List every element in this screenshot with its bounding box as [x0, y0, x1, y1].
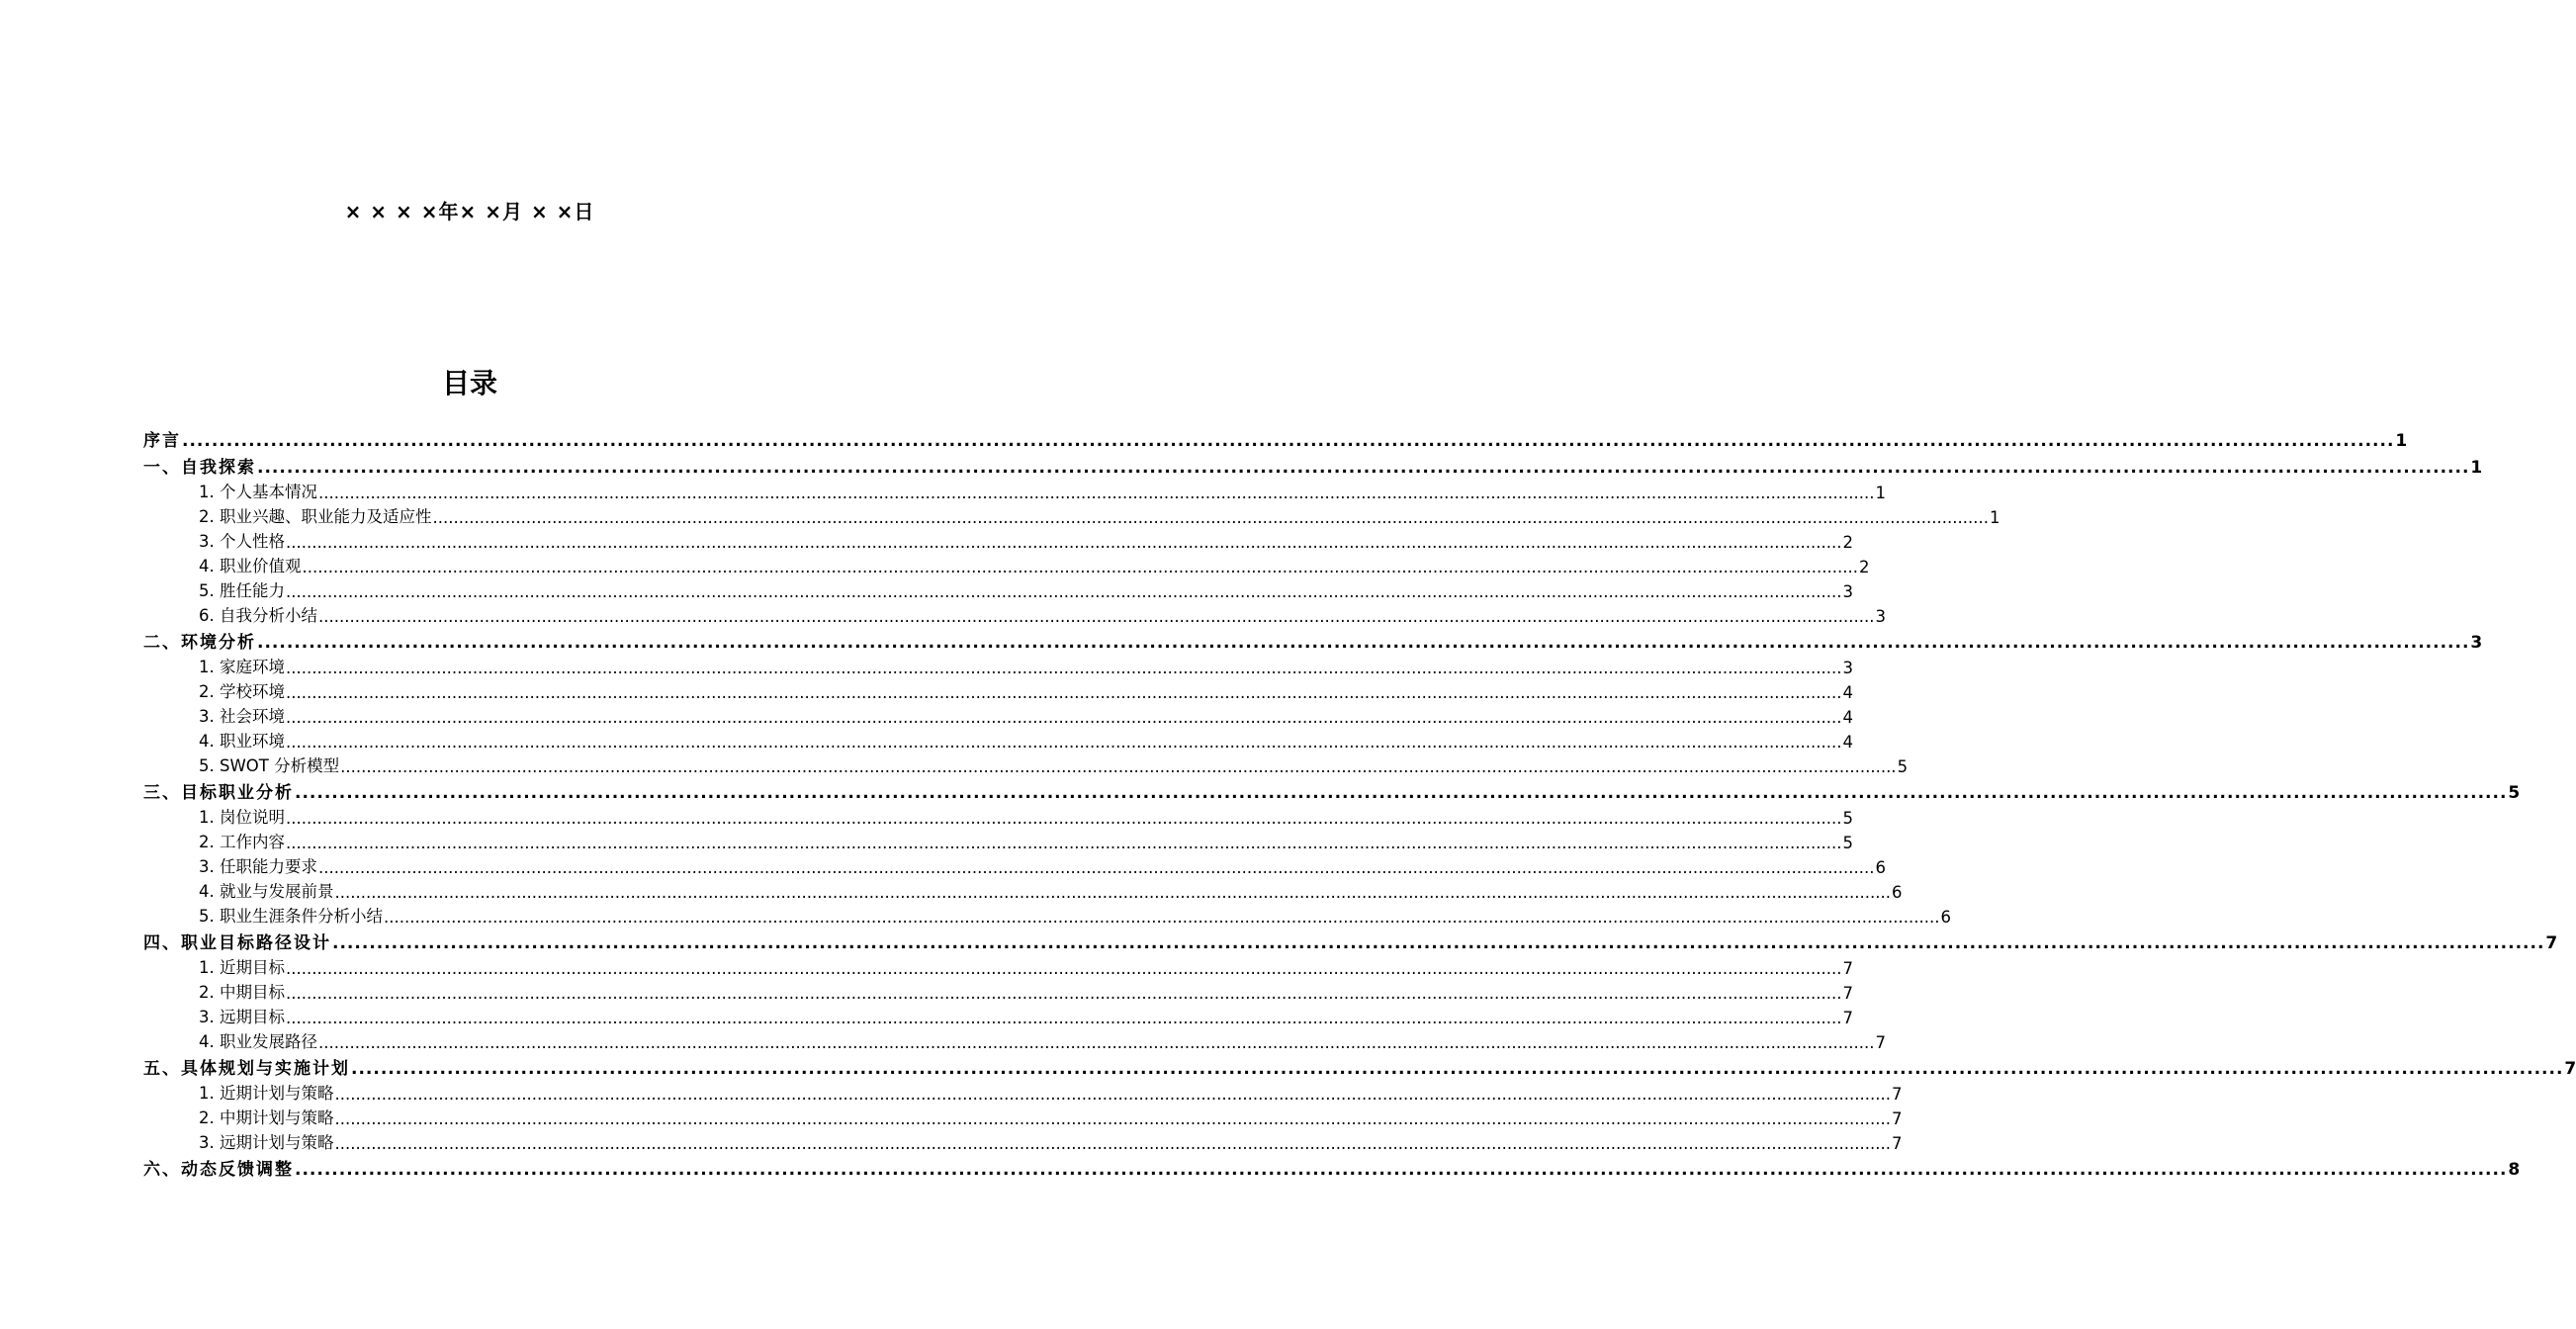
- dot-leader: ............................................................................................................................................................................................................................................................................................................: [286, 809, 1842, 828]
- dot-leader: ............................................................................................................................................................................................................................................................................................................: [295, 1160, 2508, 1180]
- toc-entry-page: 5: [1842, 809, 1853, 828]
- toc-entry-page: 1: [2470, 458, 2483, 478]
- toc-entry-page: 5: [2508, 783, 2521, 803]
- toc-entry-subsection[interactable]: [143, 677, 1853, 702]
- toc-entry-subsection[interactable]: [143, 752, 1909, 776]
- toc-entry-subsection[interactable]: [143, 877, 1903, 902]
- dot-leader: ............................................................................................................................................................................................................................................................................................................: [286, 733, 1842, 752]
- dot-leader: ............................................................................................................................................................................................................................................................................................................: [334, 1085, 1891, 1104]
- toc-entry-subsection[interactable]: [143, 852, 1886, 877]
- toc-entry-label: 1. 岗位说明: [199, 808, 285, 827]
- toc-entry-page: 5: [1842, 834, 1853, 852]
- toc-entry-label: 2. 学校环境: [199, 682, 285, 701]
- toc-entry-label: 3. 社会环境: [199, 707, 285, 726]
- toc-entry-label: 3. 个人性格: [199, 532, 285, 551]
- toc-entry-label: 6. 自我分析小结: [199, 606, 317, 625]
- toc-entry-page: 4: [1842, 708, 1853, 727]
- toc-entry-label: 1. 近期目标: [199, 958, 285, 977]
- toc-entry-label: 3. 任职能力要求: [199, 857, 317, 876]
- toc-entry-subsection[interactable]: [143, 576, 1853, 601]
- toc-entry-page: 7: [1891, 1085, 1903, 1104]
- dot-leader: ............................................................................................................................................................................................................................................................................................................: [384, 908, 1940, 927]
- dot-leader: ............................................................................................................................................................................................................................................................................................................: [351, 1059, 2564, 1079]
- toc-entry-label: 4. 职业价值观: [199, 557, 302, 576]
- dot-leader: ............................................................................................................................................................................................................................................................................................................: [334, 1109, 1891, 1128]
- toc-entry-label: 2. 中期计划与策略: [199, 1108, 334, 1127]
- dot-leader: ............................................................................................................................................................................................................................................................................................................: [286, 582, 1842, 601]
- dot-leader: ............................................................................................................................................................................................................................................................................................................: [340, 757, 1897, 776]
- toc-entry-subsection[interactable]: [143, 1079, 1903, 1104]
- toc-entry-label: 1. 个人基本情况: [199, 483, 317, 501]
- toc-entry-label: 4. 职业发展路径: [199, 1032, 317, 1051]
- toc-entry-label: 5. 胜任能力: [199, 581, 285, 600]
- toc-entry-page: 3: [2470, 633, 2483, 653]
- toc-entry-subsection[interactable]: [143, 803, 1853, 828]
- dot-leader: ............................................................................................................................................................................................................................................................................................................: [286, 984, 1842, 1003]
- dot-leader: ............................................................................................................................................................................................................................................................................................................: [318, 607, 1875, 626]
- toc-entry-page: 4: [1842, 683, 1853, 702]
- toc-entry-page: 5: [1897, 757, 1909, 776]
- toc-entry-subsection[interactable]: [143, 902, 1951, 927]
- toc-entry-label: 1. 家庭环境: [199, 658, 285, 676]
- toc-entry-label: 一、自我探索: [143, 458, 256, 478]
- toc-entry-page: 7: [2564, 1059, 2576, 1079]
- toc-entry-subsection[interactable]: [143, 978, 1853, 1003]
- dot-leader: ............................................................................................................................................................................................................................................................................................................: [286, 959, 1842, 978]
- toc-entry-subsection[interactable]: [143, 1027, 1886, 1052]
- toc-entry-subsection[interactable]: [143, 828, 1853, 852]
- toc-entry-label: 4. 职业环境: [199, 732, 285, 751]
- toc-entry-page: 3: [1875, 607, 1886, 626]
- toc-entry-label: 四、职业目标路径设计: [143, 933, 331, 953]
- toc-entry-label: 2. 中期目标: [199, 983, 285, 1002]
- dot-leader: ............................................................................................................................................................................................................................................................................................................: [295, 783, 2508, 803]
- toc-entry-subsection[interactable]: [143, 1104, 1903, 1128]
- toc-entry-subsection[interactable]: [143, 527, 1853, 552]
- toc-entry-page: 1: [2395, 431, 2408, 451]
- toc-entry-page: 6: [1940, 908, 1951, 927]
- dot-leader: ............................................................................................................................................................................................................................................................................................................: [286, 834, 1842, 852]
- toc-entry-page: 1: [1875, 484, 1886, 502]
- toc-entry-label: 3. 远期目标: [199, 1008, 285, 1026]
- dot-leader: ............................................................................................................................................................................................................................................................................................................: [286, 1009, 1842, 1027]
- dot-leader: ............................................................................................................................................................................................................................................................................................................: [318, 858, 1875, 877]
- dot-leader: ............................................................................................................................................................................................................................................................................................................: [432, 508, 1989, 527]
- toc-entry-label: 二、环境分析: [143, 633, 256, 653]
- dot-leader: ............................................................................................................................................................................................................................................................................................................: [302, 558, 1858, 576]
- toc-entry-subsection[interactable]: [143, 953, 1853, 978]
- toc-entry-subsection[interactable]: [143, 601, 1886, 626]
- dot-leader: ............................................................................................................................................................................................................................................................................................................: [257, 458, 2470, 478]
- toc-entry-page: 3: [1842, 582, 1853, 601]
- toc-entry-page: 6: [1875, 858, 1886, 877]
- dot-leader: ............................................................................................................................................................................................................................................................................................................: [334, 1134, 1891, 1153]
- table-of-contents: [143, 423, 2576, 1180]
- toc-entry-section-1[interactable]: [143, 451, 2483, 478]
- dot-leader: ............................................................................................................................................................................................................................................................................................................: [286, 659, 1842, 677]
- toc-entry-label: 三、目标职业分析: [143, 783, 294, 803]
- toc-entry-page: 7: [1842, 959, 1853, 978]
- toc-entry-subsection[interactable]: [143, 552, 1870, 576]
- toc-entry-label: 六、动态反馈调整: [143, 1160, 294, 1180]
- toc-entry-label: 1. 近期计划与策略: [199, 1084, 334, 1103]
- toc-entry-page: 7: [2545, 933, 2558, 953]
- toc-entry-subsection[interactable]: [143, 502, 2000, 527]
- toc-entry-page: 6: [1891, 883, 1903, 902]
- document-date: × × × ×年× ×月 × ×日: [344, 200, 595, 223]
- toc-entry-section-3[interactable]: [143, 776, 2521, 803]
- toc-entry-subsection[interactable]: [143, 702, 1853, 727]
- toc-entry-page: 7: [1891, 1134, 1903, 1153]
- toc-entry-subsection[interactable]: [143, 478, 1886, 502]
- toc-entry-subsection[interactable]: [143, 727, 1853, 752]
- dot-leader: ............................................................................................................................................................................................................................................................................................................: [286, 533, 1842, 552]
- toc-entry-page: 7: [1842, 1009, 1853, 1027]
- toc-entry-section-5[interactable]: [143, 1052, 2576, 1079]
- dot-leader: ............................................................................................................................................................................................................................................................................................................: [257, 633, 2470, 653]
- dot-leader: ............................................................................................................................................................................................................................................................................................................: [332, 933, 2545, 953]
- toc-entry-label: 4. 就业与发展前景: [199, 882, 334, 901]
- toc-entry-preface[interactable]: [143, 423, 2408, 451]
- toc-entry-page: 2: [1858, 558, 1870, 576]
- dot-leader: ............................................................................................................................................................................................................................................................................................................: [182, 431, 2395, 451]
- toc-entry-section-6[interactable]: [143, 1153, 2521, 1180]
- toc-entry-page: 8: [2508, 1160, 2521, 1180]
- toc-entry-subsection[interactable]: [143, 1128, 1903, 1153]
- toc-entry-page: 7: [1891, 1109, 1903, 1128]
- toc-title: 目录: [441, 367, 497, 399]
- toc-entry-section-4[interactable]: [143, 927, 2558, 953]
- toc-entry-subsection[interactable]: [143, 653, 1853, 677]
- toc-entry-label: 5. 职业生涯条件分析小结: [199, 907, 383, 926]
- toc-entry-label: 五、具体规划与实施计划: [143, 1059, 350, 1079]
- toc-entry-page: 1: [1989, 508, 2000, 527]
- toc-entry-page: 3: [1842, 659, 1853, 677]
- toc-entry-label: 序言: [143, 431, 181, 451]
- dot-leader: ............................................................................................................................................................................................................................................................................................................: [286, 708, 1842, 727]
- dot-leader: ............................................................................................................................................................................................................................................................................................................: [286, 683, 1842, 702]
- toc-entry-label: 2. 工作内容: [199, 833, 285, 851]
- toc-entry-page: 7: [1842, 984, 1853, 1003]
- toc-entry-page: 7: [1875, 1033, 1886, 1052]
- toc-entry-label: 5. SWOT 分析模型: [199, 756, 340, 775]
- dot-leader: ............................................................................................................................................................................................................................................................................................................: [318, 1033, 1875, 1052]
- dot-leader: ............................................................................................................................................................................................................................................................................................................: [334, 883, 1891, 902]
- toc-entry-label: 3. 远期计划与策略: [199, 1133, 334, 1152]
- toc-entry-subsection[interactable]: [143, 1003, 1853, 1027]
- toc-entry-label: 2. 职业兴趣、职业能力及适应性: [199, 507, 432, 526]
- toc-entry-section-2[interactable]: [143, 626, 2483, 653]
- toc-entry-page: 4: [1842, 733, 1853, 752]
- toc-entry-page: 2: [1842, 533, 1853, 552]
- dot-leader: ............................................................................................................................................................................................................................................................................................................: [318, 484, 1875, 502]
